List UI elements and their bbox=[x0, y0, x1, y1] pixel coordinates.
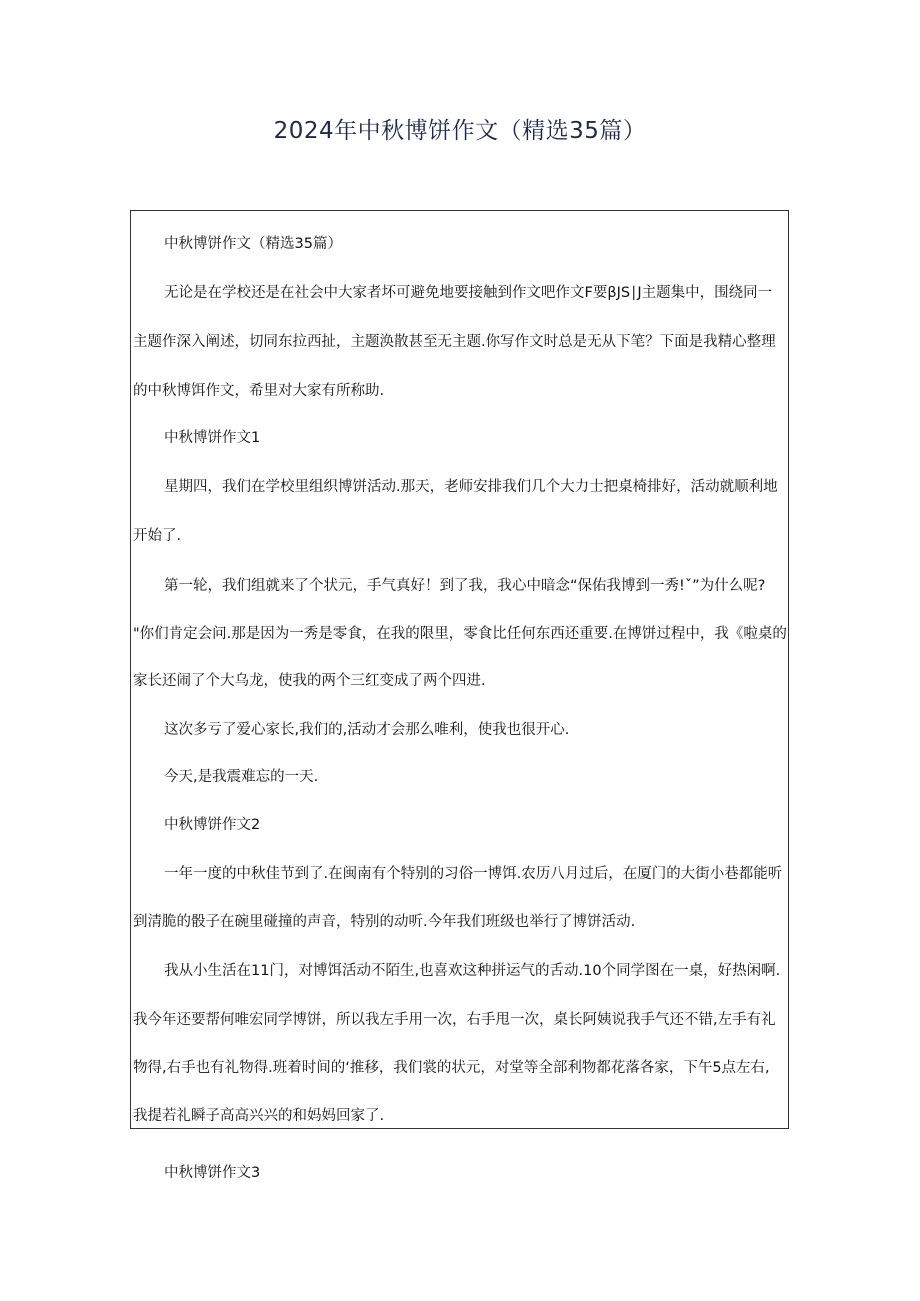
essay-1-line-1: 星期四，我们在学校里组织博饼活动.那天，老师安排我们几个大力士把桌椅排好，活动就顺利地 bbox=[164, 479, 778, 495]
essay-2-heading: 中秋博饼作文2 bbox=[164, 817, 261, 833]
essay-2-line-3: 我从小生活在11门，对博饵活动不陌生,也喜欢这种拼运气的舌动.10个同学图在一桌，好热闲啊. bbox=[164, 963, 781, 979]
essay-1-line-4: "你们肯定会问.那是因为一秀是零食，在我的限里，零食比任何东西还重要.在博饼过程中，我《啦桌的 bbox=[133, 626, 787, 642]
essay-1-line-6: 这次多亏了爱心家长,我们的,活动才会那么唯利，使我也很开心. bbox=[164, 722, 570, 738]
essay-1-line-5: 家长还闹了个大乌龙，使我的两个三红变成了两个四进. bbox=[133, 673, 486, 689]
essay-2-line-5: 物得,右手也有礼物得.班着时间的‘推移，我们裳的状元，对堂等全部利物都花落各家，下午5点左右, bbox=[133, 1060, 770, 1076]
essay-1-line-2: 开始了. bbox=[133, 528, 182, 544]
essay-1-line-3: 第一轮，我们组就来了个状元，手气真好！到了我，我心中暗念“保佑我博到一秀!ˇ”为什么呢? bbox=[164, 578, 766, 594]
essay-1-heading: 中秋博饼作文1 bbox=[164, 430, 261, 446]
intro-line-2: 主题作深入阐述，切同东拉西扯，主题涣散甚至无主题.你写作文时总是无从下笔？下面是我精心整理 bbox=[133, 334, 776, 350]
essay-1-line-7: 今天,是我震难忘的一天. bbox=[164, 769, 319, 785]
intro-line-3: 的中秋博饵作文，希里对大家有所称助. bbox=[133, 383, 385, 399]
essay-2-line-6: 我提若礼瞬子高高兴兴的和妈妈回家了. bbox=[133, 1108, 385, 1124]
intro-line-1: 无论是在学校还是在社会中大家者坏可避免地要接触到作文吧作文F要βJS∣J主题集中，围绕同一 bbox=[164, 285, 773, 301]
essay-2-line-4: 我今年还要帮何唯宏同学博饼，所以我左手用一次，右手甩一次，桌长阿姨说我手气还不错,左手有礼 bbox=[133, 1012, 776, 1028]
essay-2-line-1: 一年一度的中秋佳节到了.在闽南有个特别的习俗一博饵.农历八月过后，在厦门的大街小巷都能听 bbox=[164, 866, 783, 882]
subtitle-heading: 中秋博饼作文（精选35篇） bbox=[164, 236, 342, 252]
essay-3-heading: 中秋博饼作文3 bbox=[164, 1165, 261, 1181]
essay-2-line-2: 到清脆的骰子在碗里碰撞的声音，特别的动听.今年我们班级也举行了博饼活动. bbox=[133, 914, 636, 930]
document-title: 2024年中秋博饼作文（精选35篇） bbox=[273, 118, 647, 144]
